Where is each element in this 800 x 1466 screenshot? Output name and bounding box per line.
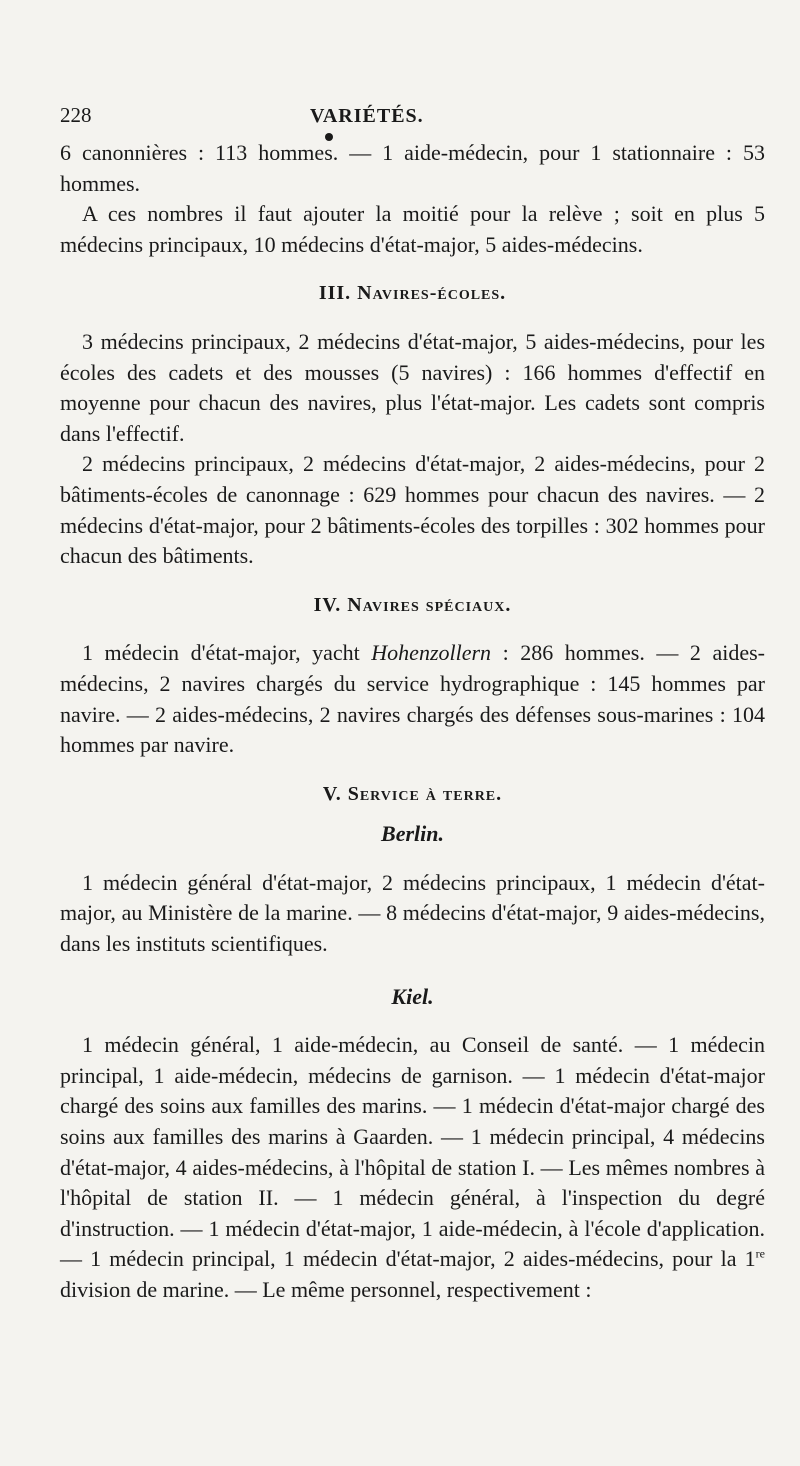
text-span: 1 médecin général, 1 aide-médecin, au Conseil de santé. — 1 médecin principal, 1 aide-médecin, médecins de garnison. — 1 médecin d'état-major chargé des soins aux familles des marins. — 1 médecin d'état-major chargé des soins aux familles des marins à Gaarden. — 1 médecin principal, 4 médecins d'état-major, 4 aides-médecins, à l'hôpital de station I. — Les mêmes nombres à l'hôpital de station II. — 1 médecin général, à l'inspection du degré d'instruction. — 1 médecin d'état-major, 1 aide-médecin, à l'école d'application. — 1 médecin principal, 1 médecin d'état-major, 2 aides-médecins, pour la 1 [60,1032,765,1272]
text-span: 1 médecin d'état-major, yacht [82,640,372,666]
paragraph-releve: A ces nombres il faut ajouter la moitié pour la relève ; soit en plus 5 médecins principaux, 10 médecins d'état-major, 5 aides-médecins. [60,201,765,257]
running-title: VARIÉTÉS. [310,105,424,127]
superscript: re [755,1247,765,1262]
text-span: : 286 hommes. — 2 aides-médecins, 2 navires chargés du service hydrographique : 145 hommes par navire. — 2 aides-médecins, 2 navires chargés des défenses sous-marines : 104 hommes par navire. [60,640,765,758]
page-header [60,100,765,138]
paragraph-kiel [60,1030,765,1305]
section-heading-service-a-terre: V. Service à terre. [322,782,503,805]
paragraph-navires-ecoles-2: 2 médecins principaux, 2 médecins d'état-major, 2 aides-médecins, pour 2 bâtiments-écoles de canonnage : 629 hommes pour chacun des navires. — 2 médecins d'état-major, pour 2 bâtiments-écoles des torpilles : 302 hommes pour chacun des bâtiments. [60,451,765,569]
paragraph-berlin: 1 médecin général d'état-major, 2 médecins principaux, 1 médecin d'état-major, au Ministère de la marine. — 8 médecins d'état-major, 9 aides-médecins, dans les instituts scientifiques. [60,869,765,957]
section-heading-navires-speciaux: IV. Navires spéciaux. [313,593,512,616]
page-number: 228 [60,103,92,127]
ship-name: Hohenzollern [371,640,492,666]
subheading-kiel: Kiel. [391,983,434,1009]
section-heading-navires-ecoles: III. Navires-écoles. [318,282,507,305]
document-page [60,100,765,1306]
subheading-berlin: Berlin. [381,821,444,847]
paragraph-navires-speciaux [60,638,765,760]
paragraph-canonnieres: 6 canonnières : 113 hommes. — 1 aide-médecin, pour 1 stationnaire : 53 hommes. [60,140,765,196]
text-span: division de marine. — Le même personnel, respectivement : [60,1277,592,1302]
paragraph-navires-ecoles-1: 3 médecins principaux, 2 médecins d'état-major, 5 aides-médecins, pour les écoles des cadets et des mousses (5 navires) : 166 hommes d'effectif en moyenne pour chacun des navires, plus l'état-major. Les cadets sont compris dans l'effectif. [60,328,765,446]
